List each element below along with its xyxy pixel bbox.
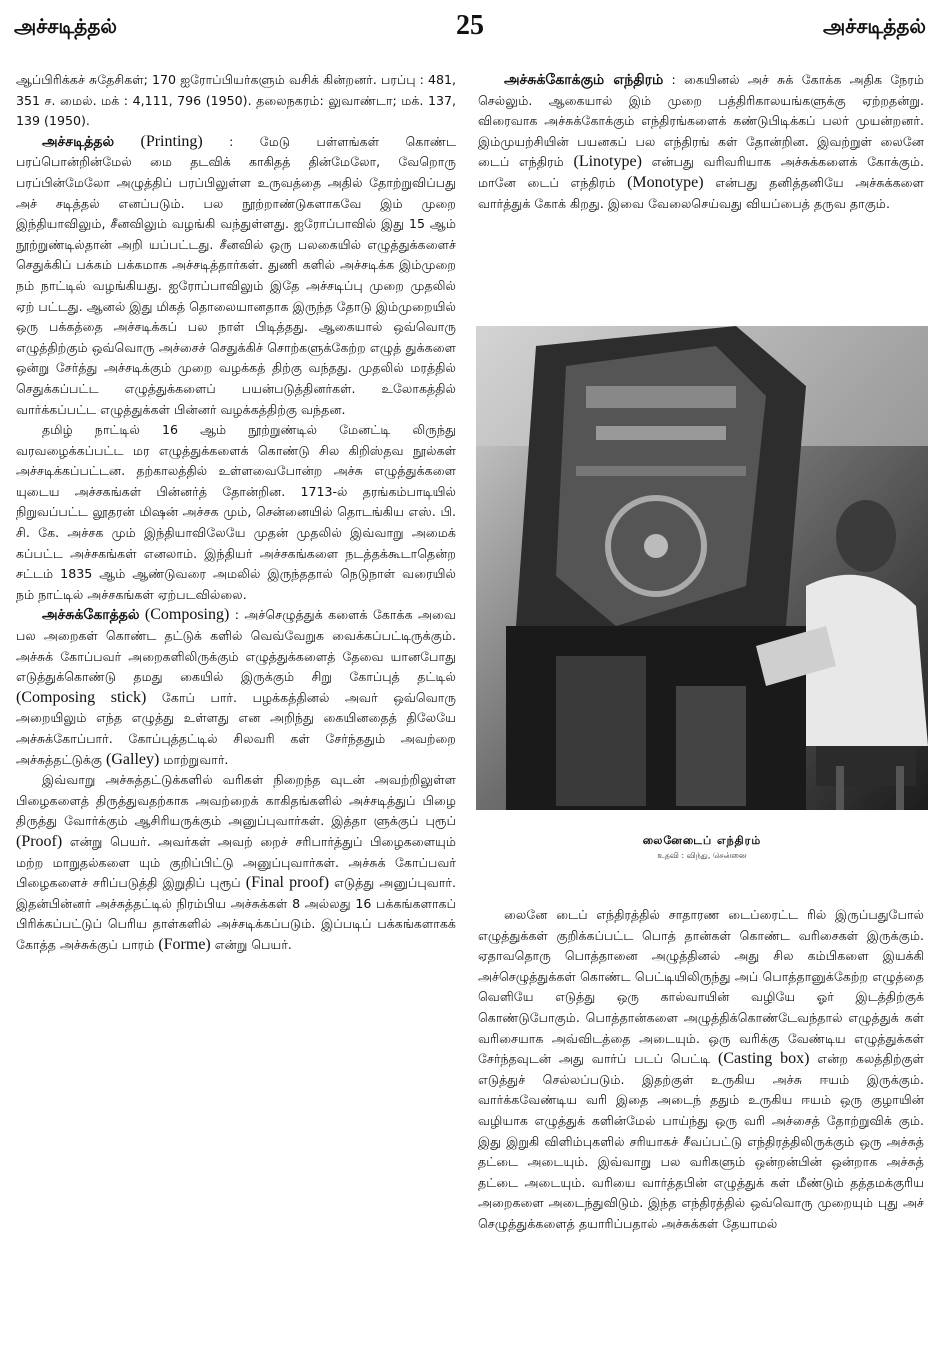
machine-text-c: என்பது தனித்தனியே அச்சுக்களை வார்த்துக் கோக் கிறது. இவை வேலைசெய்வது வியப்பைத் தருவ தாகும்.	[478, 174, 924, 211]
right-column-top	[478, 70, 924, 214]
composing-text-a: : அச்செழுத்துக் களைக் கோக்க அவை பல அறைகள் கொண்ட தட்டுக் களில் வெவ்வேறுக வைக்கப்பட்டிருக்கும். அச்சுக் கோப்பவர் அறைகளிலிருக்கும் எழுத்துக்களைத் தேவை யானபோது எடுத்துக்கொண்டு தமது கையில் இருக்கும் சிறு கோப்புத் தட்டில்	[16, 607, 456, 685]
composing-text-c: மாற்றுவார்.	[163, 751, 229, 767]
monotype-term: (Monotype)	[627, 173, 704, 191]
composing-stick-term: (Composing stick)	[16, 688, 147, 706]
linotype-description-paragraph	[478, 905, 924, 1235]
composing-paragraph	[16, 605, 456, 770]
left-column	[16, 70, 456, 956]
proof-text-d: என்று பெயர்.	[214, 936, 292, 952]
tamil-printing-paragraph: தமிழ் நாட்டில் 16 ஆம் நூற்றுண்டில் மேனட்டி லிருந்து வரவழைக்கப்பட்ட மர எழுத்துக்களைக் கொண்டு சில கிறிஸ்தவ நூல்கள் அச்சடிக்கப்பட்டன. தற்காலத்தில் உள்ளவைபோன்ற அச்சு எழுத்துக்களை யுடைய அச்சகங்கள் பின்னர்த் தோன்றின. 1713-ல் தரங்கம்பாடியில் நிறுவப்பட்ட லூதரன் மிஷன் அச்சக மும், சென்னையில் தொடங்கிய எஸ். பி. சி. கே. அச்சக மும் இந்தியாவிலேயே முதன் முதலில் இவ்வாறு அமைக் கப்பட்ட அச்சகங்கள் எனலாம். இந்தியர் அச்சகங்களை நடத்தக்கூடாதென்ற சட்டம் 1835 ஆம் ஆண்டுவரை அமலில் இருந்ததால் நெடுநாள் வரையில் நம் நாட்டில் அச்சகங்கள் ஏற்படவில்லை.	[16, 422, 456, 602]
photo-caption	[582, 834, 822, 861]
page-header	[14, 8, 926, 48]
machine-text-a: : கையினல் அச் சுக் கோக்க அதிக நேரம் செல்லும். ஆகையால் இம் முறை பத்திரிகாலயங்களுக்கு ஏற்றதன்று. விரைவாக அச்சுக்கோக்கும் எந்திரங்களைக் கண்டுபிடிக்கப் பலர் முயன்றனர். இம்முயற்சியின் பயனகப் பல எந்திரங் கள் தோன்றின. இவற்றுள் லைனே டைப் எந்திரம்	[478, 72, 924, 170]
lino-text-b: என்ற கலத்திற்குள் எடுத்துச் செல்லப்படும். இதற்குள் உருகிய அச்சு ஈயம் இருக்கும். வார்க்கவேண்டிய வரி இதை அடைந் ததும் உருகிய ஈயம் ஒரு குழாயின் வழியாக எழுத்துக் களின்மேல் பாய்ந்து ஒரு வரி அச்சைத் தோற்றுவிக் கும். இது இறுகி விளிம்புகளில் சரியாகச் சீவப்பட்டு எந்திரத்திலிருக்கும் ஒரு அச்சுத் தட்டை அடையும். இவ்வாறு பல வரிகளும் ஒன்றன்பின் ஒன்றாக அச்சுத் தட்டை அடையும். வரியை வார்த்தபின் எழுத்துக் கள் மீண்டும் தத்தமக்குரிய அறைகளை அடைந்துவிடும். இந்த எந்திரத்தில் ஒவ்வொரு முறையும் புது அச் செழுத்துக்களைத் தயாரிப்பதால் அச்சுக்கள் தேயாமல்	[478, 1051, 924, 1231]
composing-text-b: கோப் பார். பழக்கத்தினல் அவர் ஒவ்வொரு அறையிலும் எந்த எழுத்து உள்ளது என அறிந்து கையினதைத் திலேயே அச்சுக்கோப்பார். கோப்புத்தட்டில் சிலவரி கள் சேர்ந்ததும் அவற்றை அச்சுத்தட்டுக்கு	[16, 689, 456, 767]
galley-term: (Galley)	[106, 750, 160, 768]
printing-heading: அச்சடித்தல்	[42, 133, 115, 150]
caption-credit: உதவி : விந்து, சென்னை	[657, 851, 747, 860]
caption-title: லைனேடைப் எந்திரம்	[642, 834, 762, 847]
linotype-term: (Linotype)	[573, 153, 642, 171]
composing-heading: அச்சுக்கோத்தல்	[42, 607, 140, 624]
proof-term: (Proof)	[16, 832, 63, 850]
machine-text-b: என்பது வரிவரியாக அச்சுக்களைக் கோக்கும். மானே டைப் எந்திரம்	[478, 154, 925, 190]
intro-paragraph: ஆப்பிரிக்கச் சுதேசிகள்; 170 ஐரோப்பியர்களும் வசிக் கின்றனர். பரப்பு : 481, 351 ச. மைல். மக் : 4,111, 796 (1950). தலைநகரம்: லுவாண்டா; மக். 137, 139 (1950).	[16, 72, 456, 129]
proof-paragraph	[16, 770, 456, 955]
final-proof-term: (Final proof)	[245, 874, 330, 892]
printing-heading-en: (Printing)	[140, 132, 203, 150]
page-number: 25	[456, 10, 484, 41]
machine-heading: அச்சுக்கோக்கும் எந்திரம்	[504, 72, 664, 88]
printing-paragraph	[16, 132, 456, 420]
proof-text-b: என்று பெயர். அவர்கள் அவற் றைச் சரிபார்த்துப் பிழைகளையும் மற்ற மாறுதல்களை யும் குறிப்பிட்டு அனுப்புவார்கள். அச்சுக் கோப்பவர் பிழைகளைச் சரிப்படுத்தி இறுதிப் புரூப்	[16, 833, 456, 891]
lino-text-a: லைனே டைப் எந்திரத்தில் சாதாரண டைப்ரைட்ட ரில் இருப்பதுபோல் எழுத்துக்கள் குறிக்கப்பட்ட பொத் தான்கள் கொண்ட வரிசைகள் இருக்கும். ஏதாவதொரு பொத்தானை அழுத்தினல் அது சில கம்பிகளை இயக்கி அச்செழுத்துக்கள் கொண்ட பெட்டியிலிருந்து அப் பொத்தானுக்கேற்ற எழுத்தை வெளியே எடுத்து ஒரு கால்வாயின் வழியே ஓர் இடத்திற்குக் கொண்டுபோகும். பொத்தான்களை அழுத்திக்கொண்டேவந்தால் எழுத்துக் கள் வரிசையாக அவ்விடத்தை அடையும். ஒரு வரிக்கு வேண்டிய எழுத்துக்கள் சேர்ந்தவுடன் அது வார்ப் படப் பெட்டி	[478, 907, 924, 1067]
proof-text-c: எடுத்து அனுப்புவார். இதன்பின்னர் அச்சுத்தட்டில் நிரம்பிய அச்சுக்கள் 8 அல்லது 16 பக்கங்களாகப் பிரிக்கப்பட்டுப் பெரிய தாள்களில் அச்சடிக்கப்படும். இப்படிப் பக்கங்களாகக் கோத்த அச்சுக்குப் பாரம்	[16, 875, 456, 952]
machine-paragraph	[478, 70, 924, 214]
right-column-bottom	[478, 905, 924, 1235]
linotype-machine-photo	[476, 326, 928, 810]
running-head-left: அச்சடித்தல்	[14, 14, 117, 38]
forme-term: (Forme)	[158, 935, 211, 953]
casting-box-term: (Casting box)	[718, 1050, 810, 1068]
composing-heading-en: (Composing)	[144, 606, 230, 624]
proof-text-a: இவ்வாறு அச்சுத்தட்டுக்களில் வரிகள் நிறைந்த வுடன் அவற்றிலுள்ள பிழைகளைத் திருத்துவதற்காக அவற்றைக் காகிதங்களில் அச்சடித்துப் பிழை திருத்து வோர்க்கும் ஆசிரியருக்கும் அனுப்புவார்கள். இத்தா ளுக்குப் புரூப்	[16, 772, 456, 829]
printing-text: : மேடு பள்ளங்கள் கொண்ட பரப்பொன்றின்மேல் மை தடவிக் காகிதத் தின்மேலோ, வேறொரு பரப்பின்மேலோ அழுத்திப் பரப்பிலுள்ள உருவத்தை அதில் தோற்றுவிப்பது அச் சடித்தல் எனப்படும். பல நூற்றாண்டுகளாகவே இம் முறை இந்தியாவிலும், சீனவிலும் வழங்கி வந்துள்ளது. ஐரோப்பாவில் இது 15 ஆம் நூற்றுண்டில்தான் அறி யப்பட்டது. சீனவில் ஒரு பலகையில் எழுத்துக்களைச் செதுக்கிப் பக்கம் பக்கமாக அச்சடித்தார்கள். துணி களில் அச்சடிக்க இம்முறை நம் நாட்டில் வழங்கியது. ஐரோப்பாவிலும் இதே அச்சடிப்பு முறை முதலில் ஏற் பட்டது. ஆனல் இது மிகத் தொலையானதாக இருந்த தோடு இம்முறையில் ஒரு பக்கத்தை அச்சடிக்கப் பல நாள் பிடித்தது. ஆகையால் ஒவ்வொரு எழுத்திற்கும் ஒவ்வொரு அச்சைச் செதுக்கிச் சொற்களுக்கேற்ற எழுத் துக்களை ஒன்று சேர்த்து அச்சடிக்கும் முறை வழக்கத் திற்கு வந்தது. முதலில் மரத்தில் செதுக்கப்பட்ட எழுத்துக்களைப் பயன்படுத்தினர்கள். உலோகத்தில் வார்க்கப்பட்ட எழுத்துக்கள் பின்னர் வழக்கத்திற்கு வந்தன.	[16, 133, 456, 417]
running-head-right: அச்சடித்தல்	[823, 14, 926, 38]
